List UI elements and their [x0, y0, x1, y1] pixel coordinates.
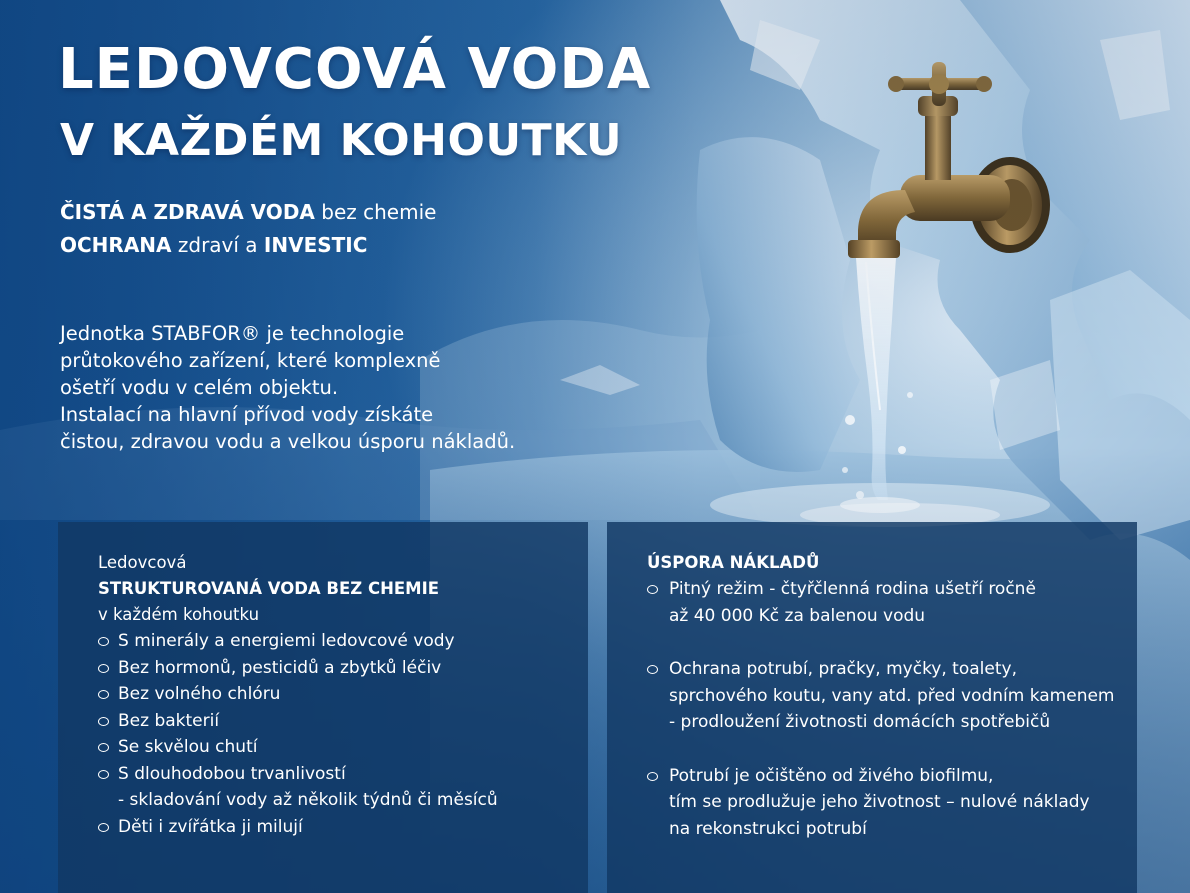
subtitle-rest: bez chemie [314, 200, 437, 224]
list-item [647, 576, 1137, 629]
subtitle-line-1 [60, 198, 436, 226]
savings-list [647, 576, 1137, 842]
ring-bullet-icon [98, 664, 109, 673]
list-item [98, 761, 588, 814]
list-item-text: tím se prodlužuje jeho životnost – nulové náklady [669, 792, 1090, 812]
ring-bullet-icon [647, 665, 658, 674]
panel-lead-3: v každém kohoutku [98, 605, 260, 624]
savings-title: ÚSPORA NÁKLADŮ [647, 553, 820, 572]
benefits-list [98, 628, 588, 840]
list-item [98, 708, 588, 735]
list-item-text: sprchového koutu, vany atd. před vodním kamenem [669, 685, 1115, 706]
intro-line: průtokového zařízení, které komplexně [60, 349, 441, 372]
panel-lead-1: Ledovcová [98, 553, 187, 572]
list-item [647, 656, 1137, 736]
list-item-text: S dlouhodobou trvanlivostí [118, 763, 346, 784]
ring-bullet-icon [98, 717, 109, 726]
intro-line: Jednotka STABFOR® je technologie [60, 322, 405, 345]
list-item-text: - prodloužení životnosti domácích spotřebičů [669, 712, 1051, 732]
ring-bullet-icon [647, 772, 658, 781]
savings-panel [607, 522, 1137, 893]
list-item-text: Bez bakterií [118, 710, 220, 731]
list-item [98, 655, 588, 682]
intro-line: ošetří vodu v celém objektu. [60, 376, 339, 399]
ring-bullet-icon [98, 823, 109, 832]
panel-lead-2: STRUKTUROVANÁ VODA BEZ CHEMIE [98, 579, 440, 598]
headline-line-1: LEDOVCOVÁ VODA [58, 37, 652, 102]
ring-bullet-icon [98, 743, 109, 752]
list-item-text: Bez volného chlóru [118, 684, 281, 704]
list-item-text: Ochrana potrubí, pračky, myčky, toalety, [669, 659, 1017, 679]
ring-bullet-icon [98, 690, 109, 699]
subtitle-line-2 [60, 231, 367, 259]
subtitle-strong-investic: INVESTIC [263, 233, 368, 257]
intro-paragraph [60, 320, 580, 455]
list-item [98, 681, 588, 708]
list-item-text: Děti i zvířátka ji milují [118, 816, 303, 837]
ring-bullet-icon [647, 585, 658, 594]
list-item-text: S minerály a energiemi ledovcové vody [118, 631, 455, 651]
intro-line: čistou, zdravou vodu a velkou úsporu nákladů. [60, 430, 516, 453]
ring-bullet-icon [98, 770, 109, 779]
list-item-text: Pitný režim - čtyřčlenná rodina ušetří ročně [669, 579, 1036, 599]
list-item [98, 734, 588, 761]
list-item-text: až 40 000 Kč za balenou vodu [669, 605, 926, 626]
list-item [98, 814, 588, 841]
list-item-text: Se skvělou chutí [118, 737, 258, 757]
ring-bullet-icon [98, 637, 109, 646]
list-item [647, 763, 1137, 843]
headline-line-2: V KAŽDÉM KOHOUTKU [60, 115, 623, 166]
subtitle-mid: zdraví a [171, 233, 264, 257]
list-item-text: na rekonstrukci potrubí [669, 818, 867, 839]
list-item-text: Bez hormonů, pesticidů a zbytků léčiv [118, 657, 442, 678]
subtitle-strong: ČISTÁ A ZDRAVÁ VODA [60, 200, 315, 224]
intro-line: Instalací na hlavní přívod vody získáte [60, 403, 434, 426]
list-item-subtext: - skladování vody až několik týdnů či měsíců [118, 790, 498, 810]
benefits-panel [58, 522, 588, 893]
subtitle-strong-ochrana: OCHRANA [60, 233, 172, 257]
list-item [98, 628, 588, 655]
list-item-text: Potrubí je očištěno od živého biofilmu, [669, 765, 994, 786]
